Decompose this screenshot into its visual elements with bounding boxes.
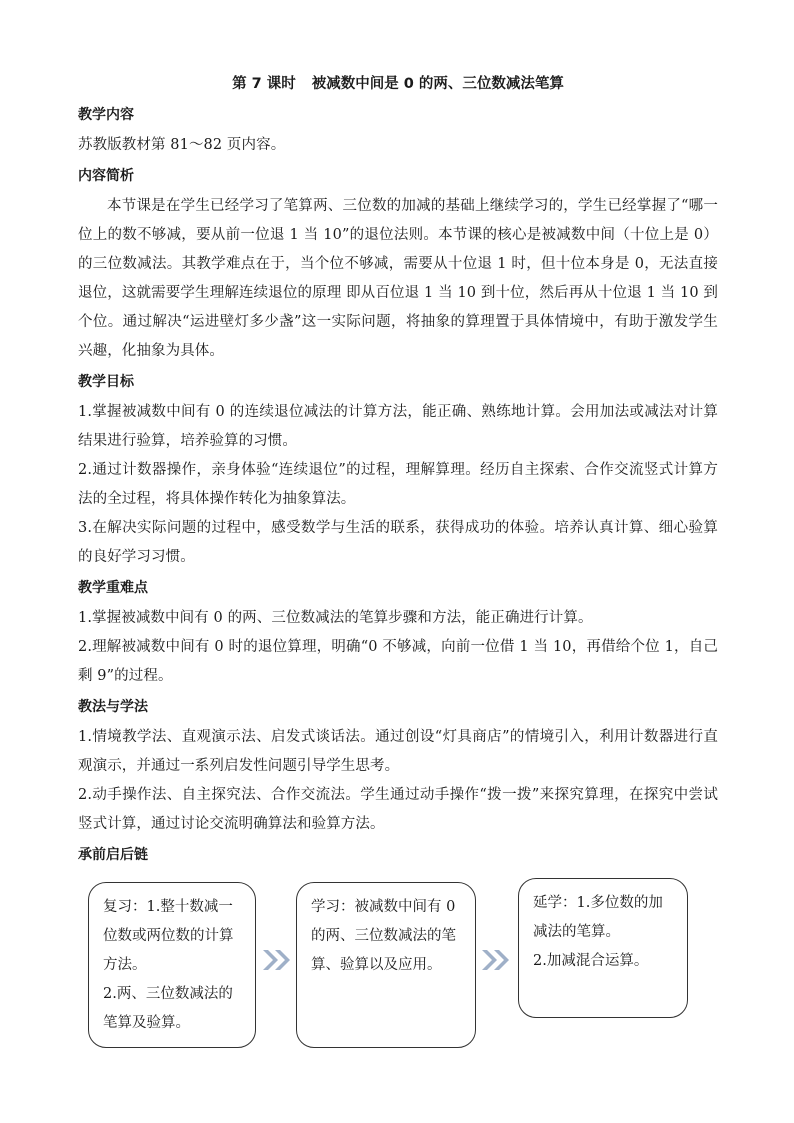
lesson-number: 第 7 课时 — [232, 76, 296, 92]
learn-box — [296, 882, 476, 1048]
goal-item: 1.掌握被减数中间有 0 的连续退位减法的计算方法，能正确、熟练地计算。会用加法或减法对计算结果进行验算，培养验算的习惯。 — [78, 404, 718, 449]
lesson-plan-page — [78, 68, 718, 1050]
extend-box — [518, 878, 688, 1018]
extend-text: 延学：1.多位数的加减法的笔算。 2.加减混合运算。 — [533, 895, 663, 969]
review-text: 复习：1.整十数减一位数或两位数的计算方法。 2.两、三位数减法的笔算及验算。 — [103, 899, 234, 1031]
section-heading-chain: 承前启后链 — [78, 847, 148, 863]
learn-text: 学习：被减数中间有 0 的两、三位数减法的笔算、验算以及应用。 — [311, 899, 456, 973]
content-text: 苏教版教材第 81～82 页内容。 — [78, 137, 286, 153]
section-heading-goals: 教学目标 — [78, 374, 134, 390]
section-heading-keypoints: 教学重难点 — [78, 580, 148, 596]
goal-item: 2.通过计数器操作，亲身体验“连续退位”的过程，理解算理。经历自主探索、合作交流竖式计算方法的全过程，将具体操作转化为抽象算法。 — [78, 462, 718, 507]
lesson-topic: 被减数中间是 0 的两、三位数减法笔算 — [311, 76, 564, 92]
analysis-text: 本节课是在学生已经学习了笔算两、三位数的加减的基础上继续学习的，学生已经掌握了“哪一位上的数不够减，要从前一位退 1 当 10”的退位法则。本节课的核心是被减数中间（十位上是 0）的三位数减法。其教学难点在于，当个位不够减，需要从十位退 1 时，但十位本身是 0，无法直接退位，这就需要学生理解连续退位的原理 即从百位退 1 当 10 到十位，然后再从十位退 1 当 10 到个位。通过解决“运进壁灯多少盏”这一实际问题，将抽象的算理置于具体情境中，有助于激发学生兴趣，化抽象为具体。 — [78, 198, 718, 359]
section-heading-methods: 教法与学法 — [78, 699, 148, 715]
method-item: 2.动手操作法、自主探究法、合作交流法。学生通过动手操作“拨一拨”来探究算理，在探究中尝试竖式计算，通过讨论交流明确算法和验算方法。 — [78, 787, 718, 832]
goal-item: 3.在解决实际问题的过程中，感受数学与生活的联系，获得成功的体验。培养认真计算、细心验算的良好学习习惯。 — [78, 520, 718, 565]
knowledge-chain-diagram — [78, 874, 718, 1050]
double-chevron-right-icon — [261, 948, 295, 972]
section-heading-analysis: 内容简析 — [78, 168, 134, 184]
keypoint-item: 1.掌握被减数中间有 0 的两、三位数减法的笔算步骤和方法，能正确进行计算。 — [78, 610, 593, 626]
double-chevron-right-icon — [480, 948, 514, 972]
page-title — [78, 74, 718, 94]
review-box — [88, 882, 256, 1048]
section-heading-content: 教学内容 — [78, 107, 134, 123]
method-item: 1.情境教学法、直观演示法、启发式谈话法。通过创设“灯具商店”的情境引入，利用计数器进行直观演示，并通过一系列启发性问题引导学生思考。 — [78, 729, 718, 774]
keypoint-item: 2.理解被减数中间有 0 时的退位算理，明确“0 不够减，向前一位借 1 当 10，再借给个位 1，自己剩 9”的过程。 — [78, 639, 718, 684]
